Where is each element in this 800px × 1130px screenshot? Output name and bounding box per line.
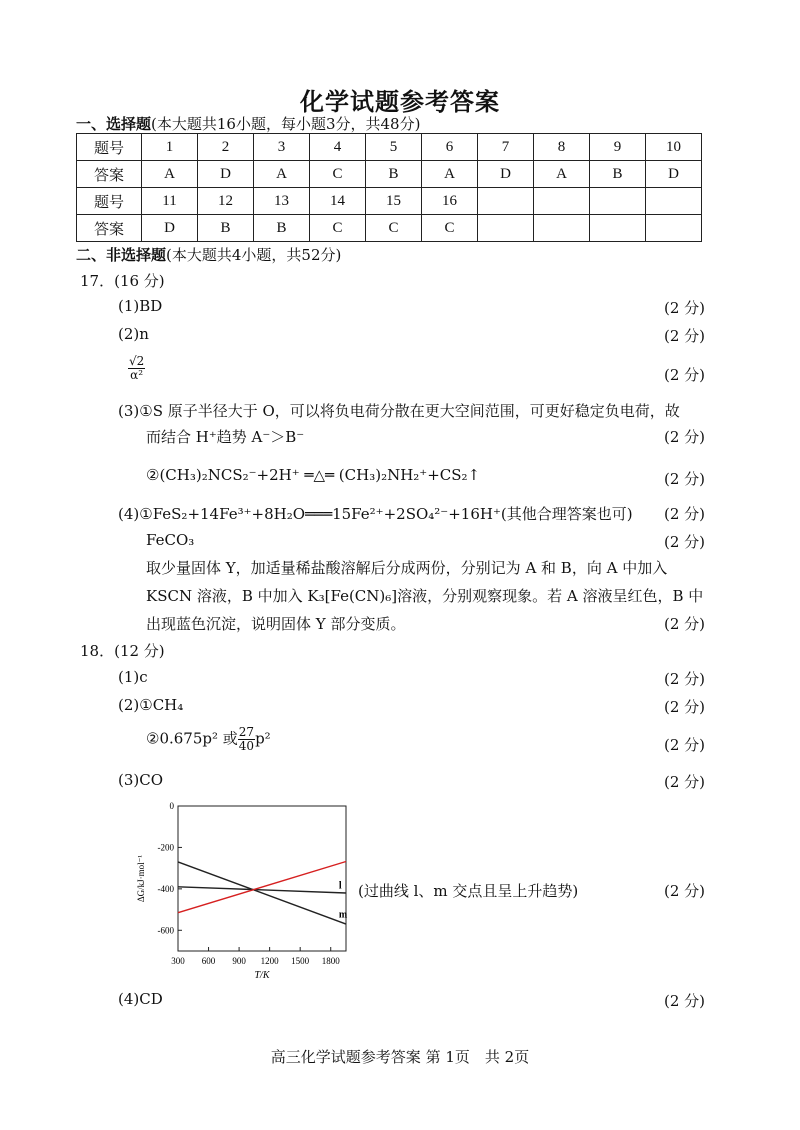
- row-header: 题号: [77, 188, 142, 215]
- x-tick-label: 900: [232, 956, 246, 966]
- score: (2 分): [664, 470, 706, 488]
- q17-answer-1: (1)BD: [118, 297, 163, 315]
- page-title: 化学试题参考答案: [300, 87, 500, 116]
- table-cell: 15: [366, 188, 422, 215]
- table-cell: D: [478, 161, 534, 188]
- table-cell: C: [366, 215, 422, 242]
- score: (2 分): [664, 428, 706, 446]
- table-cell: 11: [142, 188, 198, 215]
- table-row: [77, 134, 702, 161]
- table-cell: C: [310, 215, 366, 242]
- table-cell: 14: [310, 188, 366, 215]
- x-tick-label: 600: [201, 956, 216, 966]
- table-cell: D: [142, 215, 198, 242]
- x-tick-label: 1200: [260, 956, 279, 966]
- table-cell: A: [534, 161, 590, 188]
- table-cell: 9: [590, 134, 646, 161]
- q17-answer-4-3-line2: KSCN 溶液，B 中加入 K₃[Fe(CN)₆]溶液，分别观察现象。若 A 溶液呈红色，B 中: [146, 587, 704, 605]
- score: (2 分): [664, 882, 706, 900]
- q18-answer-4: (4)CD: [118, 990, 163, 1008]
- table-cell: 12: [198, 188, 254, 215]
- y-tick-label: -600: [157, 925, 174, 936]
- q17-answer-4-3-line1: 取少量固体 Y，加适量稀盐酸溶解后分成两份，分别记为 A 和 B，向 A 中加入: [146, 559, 668, 577]
- section-2-note: (本大题共4小题，共52分): [166, 246, 342, 264]
- table-cell: 13: [254, 188, 310, 215]
- answer-table: [76, 133, 702, 242]
- table-cell: C: [422, 215, 478, 242]
- table-cell: 3: [254, 134, 310, 161]
- fraction-denominator: α²: [130, 368, 144, 382]
- fraction-denominator: 40: [238, 739, 255, 753]
- q17-answer-2b: [128, 355, 145, 382]
- table-cell: 7: [478, 134, 534, 161]
- series-label-m: m: [338, 909, 348, 921]
- table-cell: B: [254, 215, 310, 242]
- q17-answer-3-1-line2: 而结合 H⁺趋势 A⁻＞B⁻: [146, 428, 305, 446]
- table-cell: 1: [142, 134, 198, 161]
- table-cell: 6: [422, 134, 478, 161]
- table-cell: A: [142, 161, 198, 188]
- table-cell: 10: [646, 134, 702, 161]
- score: (2 分): [664, 698, 706, 716]
- fraction-numerator: √2: [129, 354, 145, 368]
- q18-answer-2-2: [146, 726, 271, 753]
- series-line-m: [178, 862, 346, 924]
- x-tick-label: 1500: [291, 956, 310, 966]
- y-tick-label: -200: [157, 842, 174, 853]
- table-cell: 5: [366, 134, 422, 161]
- table-cell: [590, 215, 646, 242]
- table-cell: D: [646, 161, 702, 188]
- x-axis-label: T/K: [254, 970, 270, 981]
- q18-header: 18．(12 分): [80, 642, 165, 660]
- table-row: [77, 188, 702, 215]
- x-tick-label: 300: [171, 956, 185, 966]
- q18-answer-3: (3)CO: [118, 771, 164, 789]
- table-cell: C: [310, 161, 366, 188]
- q18-answer-2-2-suffix: p²: [255, 729, 271, 748]
- section-2-label: 二、非选择题: [76, 246, 167, 264]
- table-cell: [534, 215, 590, 242]
- y-axis-label: ΔG/kJ·mol⁻¹: [136, 854, 146, 903]
- q17-answer-3-1-line1: (3)①S 原子半径大于 O，可以将负电荷分散在更大空间范围，可更好稳定负电荷，故: [118, 402, 680, 420]
- table-cell: B: [366, 161, 422, 188]
- series-label-l: l: [338, 880, 342, 892]
- q17-header: 17．(16 分): [80, 272, 165, 290]
- table-cell: 4: [310, 134, 366, 161]
- section-1-label: 一、选择题: [76, 115, 152, 133]
- q18-answer-2-1: (2)①CH₄: [118, 696, 184, 714]
- score: (2 分): [664, 505, 706, 523]
- table-cell: [590, 188, 646, 215]
- q17-answer-3-2: ②(CH₃)₂NCS₂⁻+2H⁺ ═△═ (CH₃)₂NH₂⁺+CS₂↑: [146, 466, 481, 484]
- table-cell: B: [590, 161, 646, 188]
- score: (2 分): [664, 992, 706, 1010]
- table-cell: D: [198, 161, 254, 188]
- q17-answer-4-2: FeCO₃: [146, 531, 195, 549]
- table-cell: 16: [422, 188, 478, 215]
- table-cell: [478, 215, 534, 242]
- table-row: [77, 161, 702, 188]
- score: (2 分): [664, 615, 706, 633]
- table-cell: A: [422, 161, 478, 188]
- y-tick-label: -400: [157, 883, 174, 894]
- q17-answer-4-1: (4)①FeS₂+14Fe³⁺+8H₂O═══15Fe²⁺+2SO₄²⁻+16H⁺(其他合理答案也可): [118, 505, 633, 523]
- score: (2 分): [664, 533, 706, 551]
- q17-answer-4-3-line3: 出现蓝色沉淀，说明固体 Y 部分变质。: [146, 615, 406, 633]
- table-cell: [534, 188, 590, 215]
- fraction-numerator: 27: [238, 725, 255, 739]
- page-footer: 高三化学试题参考答案 第 1页 共 2页: [270, 1048, 530, 1066]
- table-cell: [646, 215, 702, 242]
- score: (2 分): [664, 366, 706, 384]
- row-header: 题号: [77, 134, 142, 161]
- table-cell: 8: [534, 134, 590, 161]
- score: (2 分): [664, 299, 706, 317]
- y-tick-label: 0: [169, 801, 174, 811]
- table-cell: [646, 188, 702, 215]
- score: (2 分): [664, 327, 706, 345]
- q18-answer-1: (1)c: [118, 668, 148, 686]
- score: (2 分): [664, 736, 706, 754]
- section-2-heading: [76, 244, 341, 265]
- q18-answer-3-note: (过曲线 l、m 交点且呈上升趋势): [358, 882, 579, 900]
- row-header: 答案: [77, 215, 142, 242]
- table-cell: [478, 188, 534, 215]
- row-header: 答案: [77, 161, 142, 188]
- score: (2 分): [664, 773, 706, 791]
- section-1-heading: [76, 113, 420, 134]
- x-tick-label: 1800: [321, 956, 340, 966]
- q17-answer-2: (2)n: [118, 325, 149, 343]
- table-cell: 2: [198, 134, 254, 161]
- table-row: [77, 215, 702, 242]
- delta-g-chart: [130, 798, 360, 983]
- table-cell: A: [254, 161, 310, 188]
- plot-frame: [178, 806, 346, 951]
- q18-answer-2-2-prefix: ②0.675p² 或: [146, 729, 238, 748]
- table-cell: B: [198, 215, 254, 242]
- section-1-note: (本大题共16小题，每小题3分，共48分): [151, 115, 421, 133]
- score: (2 分): [664, 670, 706, 688]
